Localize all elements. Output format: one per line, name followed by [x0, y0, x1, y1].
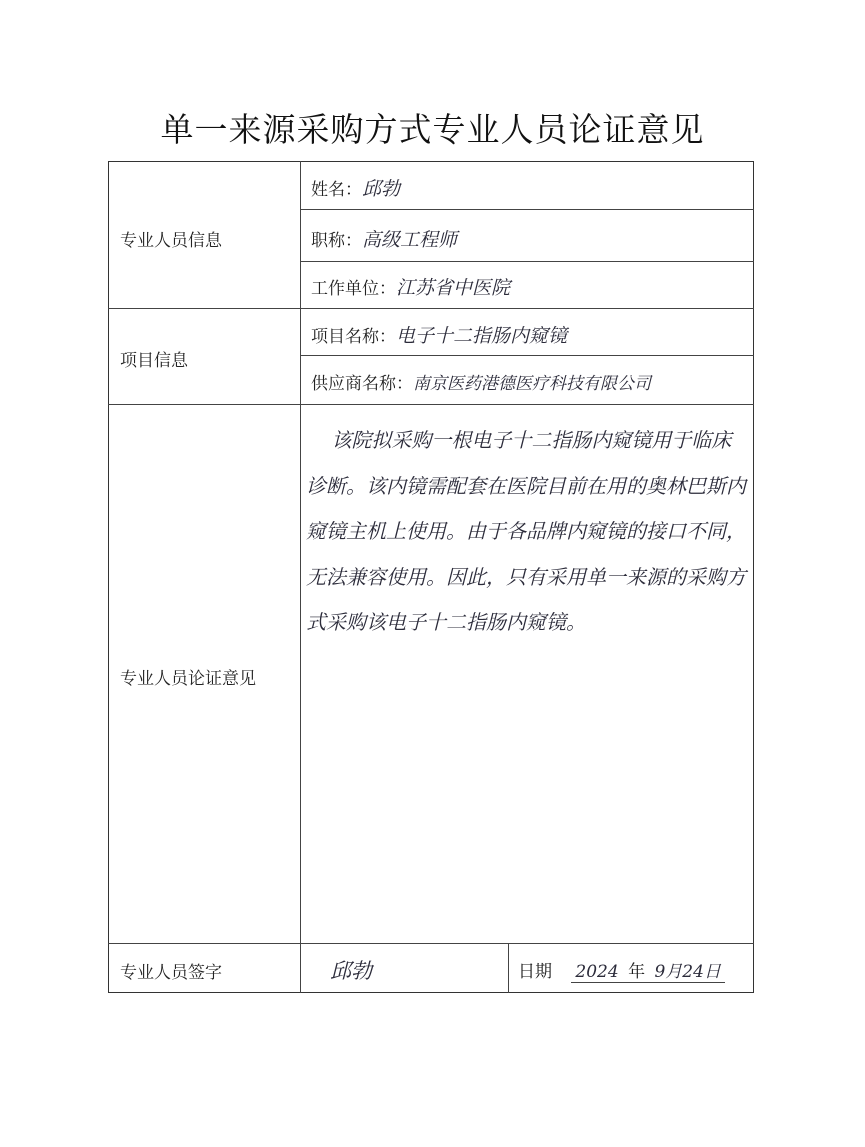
name-value: 邱勃	[362, 178, 401, 200]
document-title: 单一来源采购方式专业人员论证意见	[160, 110, 705, 149]
signature-value: 邱勃	[330, 959, 372, 983]
date-divider	[508, 943, 509, 993]
project-name-field	[311, 321, 567, 348]
signature-label: 专业人员签字	[120, 963, 222, 983]
date-year: 2024	[575, 962, 619, 982]
row-divider	[108, 404, 754, 405]
name-label: 姓名：	[311, 180, 362, 200]
supplier-value: 南京医药港德医疗科技有限公司	[413, 374, 651, 394]
row-divider	[108, 308, 754, 309]
title-label: 职称：	[311, 231, 362, 251]
row-divider	[300, 261, 754, 262]
title-value: 高级工程师	[362, 229, 458, 251]
date-year-unit: 年	[628, 962, 646, 982]
project-info-label: 项目信息	[120, 351, 188, 371]
project-name-label: 项目名称：	[311, 327, 396, 347]
employer-label: 工作单位：	[311, 279, 396, 299]
title-field	[311, 225, 457, 252]
column-divider	[300, 161, 301, 993]
employer-value: 江苏省中医院	[396, 277, 511, 299]
row-divider	[300, 355, 754, 356]
row-divider	[108, 943, 754, 944]
date-value	[571, 962, 725, 983]
project-name-value: 电子十二指肠内窥镜	[396, 325, 568, 347]
supplier-field	[311, 369, 651, 394]
date-label: 日期	[518, 962, 552, 982]
name-field	[311, 174, 400, 201]
date-month-day: 9月24日	[654, 962, 721, 982]
supplier-label: 供应商名称：	[311, 374, 413, 394]
expert-info-label: 专业人员信息	[120, 231, 222, 251]
employer-field	[311, 273, 510, 300]
opinion-label: 专业人员论证意见	[120, 669, 256, 689]
row-divider	[300, 209, 754, 210]
date-field	[518, 957, 725, 982]
opinion-text: 该院拟采购一根电子十二指肠内窥镜用于临床诊断。该内镜需配套在医院目前在用的奥林巴斯内窥镜主机上使用。由于各品牌内窥镜的接口不同，无法兼容使用。因此，只有采用单一来源的采购方式采购该电子十二指肠内窥镜。	[306, 428, 746, 634]
